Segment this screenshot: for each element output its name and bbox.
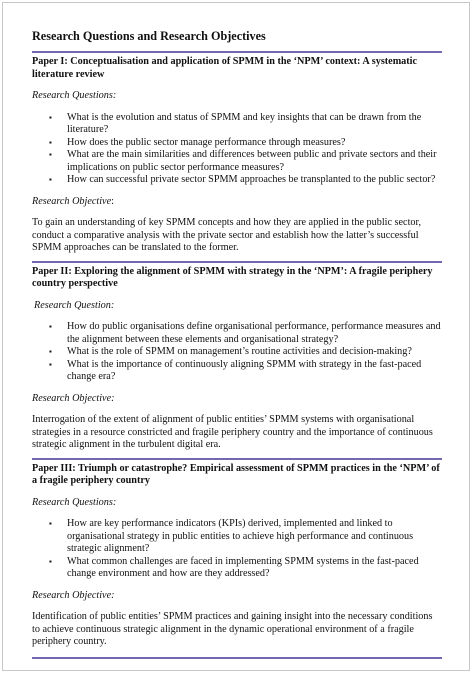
objective-text: Identification of public entities’ SPMM practices and gaining insight into the necessary conditions to achieve continuous strategic alignment in the dynamic operational environment of a fragile periphery country. [32,611,433,647]
divider-rule [32,51,442,53]
document-body [32,29,442,659]
divider-rule [32,261,442,263]
objective-text: Interrogation of the extent of alignment of public entities’ SPMM systems with organisational strategies in a resource constricted and fragile periphery country and the importance of continuous strategic alignment in the turbulent digital era. [32,414,433,450]
paper-section-2 [32,266,442,452]
list-item: ▪ How do public organisations define organisational performance, performance measures and the alignment between these elements and organisational strategy? [49,321,441,345]
objective-label: Research Objective: [32,392,115,404]
paper-heading: Paper III: Triumph or catastrophe? Empirical assessment of SPMM practices in the ‘NPM’ of a fragile periphery country [32,462,440,486]
square-bullet-icon: ▪ [49,359,52,369]
questions-list [32,321,442,384]
list-item: ▪ What common challenges are faced in implementing SPMM systems in the fast-paced change environment and how are they addressed? [49,555,419,579]
square-bullet-icon: ▪ [49,347,52,356]
divider-rule [32,657,442,659]
divider-rule [32,458,442,460]
questions-list [32,112,442,187]
objective-text: To gain an understanding of key SPMM concepts and how they are applied in the public sector, conduct a comparative analysis with the private sector and establish how the latter’s successful SPMM approaches can be translated to the former. [32,217,422,253]
square-bullet-icon: ▪ [49,112,52,122]
list-item: ▪ What are the main similarities and differences between public and private sectors and their implications on public sector performance measures? [49,149,437,173]
objective-label: Research Objective: [32,589,115,601]
square-bullet-icon: ▪ [49,175,52,184]
paper-section-3 [32,463,442,649]
questions-label: Research Question: [34,299,115,311]
questions-label: Research Questions: [32,496,117,508]
square-bullet-icon: ▪ [49,150,52,159]
list-item: ▪ What is the evolution and status of SPMM and key insights that can be drawn from the literature? [49,111,422,135]
list-item: ▪ How can successful private sector SPMM approaches be transplanted to the public sector? [49,174,436,185]
questions-label: Research Questions: [32,90,117,101]
square-bullet-icon: ▪ [49,137,52,147]
paper-heading: Paper I: Conceptualisation and application of SPMM in the ‘NPM’ context: A systematic literature review [32,56,418,80]
list-item: ▪ How are key performance indicators (KPIs) derived, implemented and linked to organisational strategy in public entities to achieve high performance and continuous strategic alignment? [49,518,414,554]
objective-label: Research Objective: [32,195,114,207]
list-item: ▪ What is the role of SPMM on management’s routine activities and decision-making? [49,346,412,357]
square-bullet-icon: ▪ [49,322,52,331]
questions-list [32,518,442,581]
square-bullet-icon: ▪ [49,519,52,528]
list-item: ▪ What is the importance of continuously aligning SPMM with strategy in the fast-paced change era? [49,358,422,382]
paper-section-1 [32,56,442,255]
square-bullet-icon: ▪ [49,556,52,566]
document-title: Research Questions and Research Objectives [32,29,266,43]
list-item: ▪ How does the public sector manage performance through measures? [49,136,346,148]
paper-heading: Paper II: Exploring the alignment of SPMM with strategy in the ‘NPM’: A fragile periphery country perspective [32,265,433,289]
